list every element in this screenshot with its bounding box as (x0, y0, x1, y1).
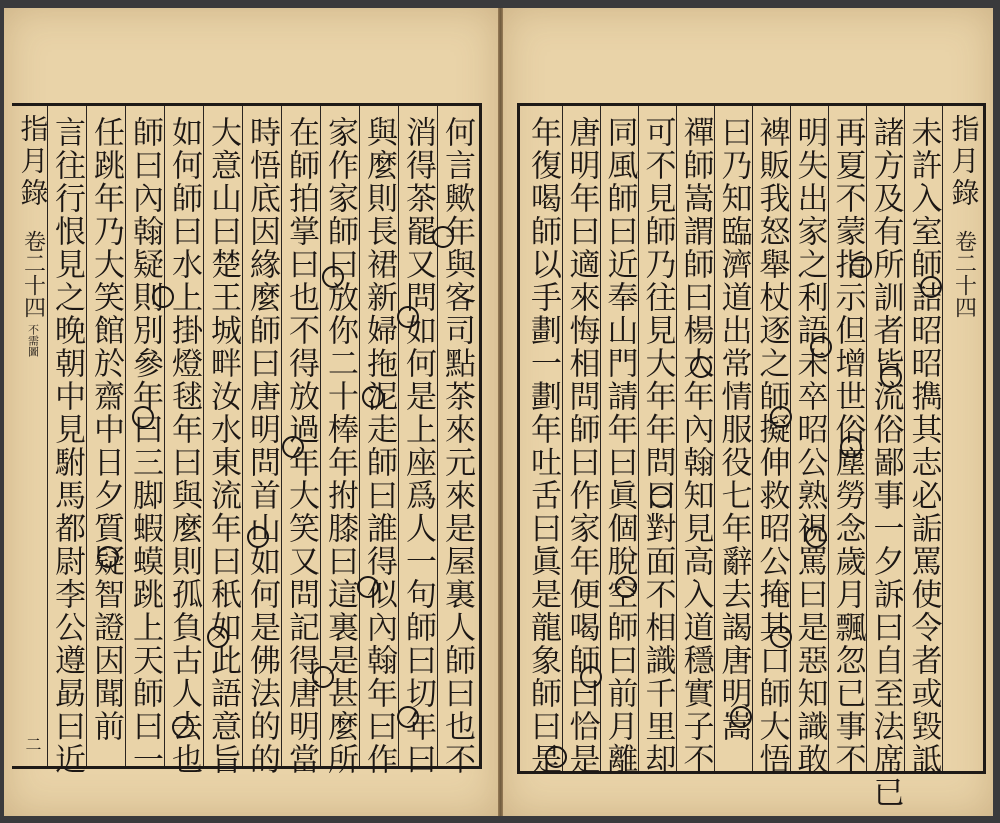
text-column (790, 106, 828, 776)
column-text: 諸方及有所訓者皆流俗鄙事一夕訴曰自至法席已 (867, 116, 904, 809)
text-column (281, 106, 320, 776)
column-text: 如何師曰水上掛燈毬年曰與麼則孤負古人去也 (166, 116, 202, 776)
column-text: 未許入室師詰昭昭擕其志必詬罵使令者或毀詆 (905, 116, 942, 776)
column-text: 在師拍掌曰也不得放過年大笑又問記得唐明當 (283, 116, 319, 776)
column-text: 大意山曰楚王城畔汝水東流年曰秖如此語意旨 (205, 116, 241, 776)
text-column (86, 106, 125, 766)
left-page (4, 8, 498, 816)
punctuation-circle (770, 626, 792, 648)
punctuation-circle (580, 666, 602, 688)
punctuation-circle (247, 526, 269, 548)
punctuation-circle (770, 406, 792, 428)
text-column (866, 106, 904, 809)
column-text: 裨販我怒舉杖逐之師擬伸救昭公掩其口師大悟 (753, 116, 790, 776)
text-column (904, 106, 942, 776)
column-text: 師曰內翰疑則別參年曰三脚蝦蟆跳上天師曰一 (127, 116, 163, 776)
column-text: 年復喝師以手劃一劃年吐舌曰眞是龍象師曰是 (525, 116, 561, 776)
punctuation-circle (397, 706, 419, 728)
punctuation-circle (282, 436, 304, 458)
punctuation-circle (172, 716, 194, 738)
text-column (524, 106, 562, 776)
punctuation-circle (545, 746, 567, 768)
column-text: 明失出家之利語未卒昭公熟視罵曰是惡知識敢 (791, 116, 828, 776)
column-text: 同風師曰近奉山門請年曰眞個脫空師曰前月離 (601, 116, 638, 776)
punctuation-circle (840, 436, 862, 458)
column-text: 時悟底因緣麼師曰唐明問首山如何是佛法的的 (244, 116, 280, 776)
banxin-title: 指月錄 (947, 114, 981, 210)
punctuation-circle (880, 366, 902, 388)
punctuation-circle (690, 356, 712, 378)
punctuation-circle (810, 336, 832, 358)
text-column (600, 106, 638, 776)
banxin-page-number: 二 (23, 736, 42, 752)
text-column (242, 106, 281, 776)
banxin-volume: 卷二十四 (951, 230, 977, 318)
punctuation-circle (650, 486, 672, 508)
text-column (398, 106, 437, 776)
banxin-hall-name: 不需圖 (26, 324, 40, 357)
column-text: 再夏不蒙指示但增世俗塵勞念歲月飄忽已事不 (829, 116, 866, 776)
banxin-volume: 卷二十四 (20, 230, 46, 318)
column-text: 曰乃知臨濟道出常情服役七年辭去謁唐明嵩 (715, 116, 752, 743)
punctuation-circle (920, 276, 942, 298)
text-column (164, 106, 203, 776)
text-column (125, 106, 164, 776)
punctuation-circle (312, 666, 334, 688)
right-page (503, 8, 993, 816)
column-text: 可不見師乃往見大年年問曰對面不相識千里却 (639, 116, 676, 776)
text-column (203, 106, 242, 776)
punctuation-circle (207, 626, 229, 648)
left-page-frame (12, 103, 482, 776)
column-text: 言往行恨見之晚朝中見駙馬都尉李公遵勗曰近 (49, 116, 85, 776)
text-column (638, 106, 676, 776)
column-text: 家作家師曰放你二十棒年拊膝曰這裏是甚麼所 (322, 116, 358, 776)
punctuation-circle (322, 266, 344, 288)
banxin-title: 指月錄 (16, 114, 50, 210)
punctuation-circle (850, 256, 872, 278)
text-column (437, 106, 476, 776)
punctuation-circle (432, 226, 454, 248)
punctuation-circle (152, 286, 174, 308)
text-column (676, 106, 714, 776)
column-text: 何言歟年與客司點茶來元來是屋裏人師曰也不 (439, 116, 475, 776)
column-text: 任跳年乃大笑館於齋中日夕質疑智證因聞前 (88, 116, 124, 743)
column-text: 禪師嵩謂師曰楊大年內翰知見高入道穩實子不 (677, 116, 714, 776)
punctuation-circle (730, 706, 752, 728)
text-column (752, 106, 790, 776)
punctuation-circle (805, 526, 827, 548)
punctuation-circle (97, 546, 119, 568)
punctuation-circle (615, 576, 637, 598)
text-column (714, 106, 752, 771)
right-page-frame (517, 103, 986, 809)
right-banxin (942, 106, 984, 771)
punctuation-circle (362, 386, 384, 408)
punctuation-circle (397, 306, 419, 328)
punctuation-circle (132, 406, 154, 428)
column-text: 與麼則長裙新婦拖泥走師曰誰得似內翰年曰作 (361, 116, 397, 776)
punctuation-circle (357, 576, 379, 598)
text-column (47, 106, 86, 776)
column-text: 唐明年曰適來悔相問師曰作家年便喝師曰恰是 (563, 116, 600, 776)
text-column (359, 106, 398, 776)
column-text: 消得茶罷又問如何是上座爲人一句師曰切年曰 (400, 116, 436, 776)
